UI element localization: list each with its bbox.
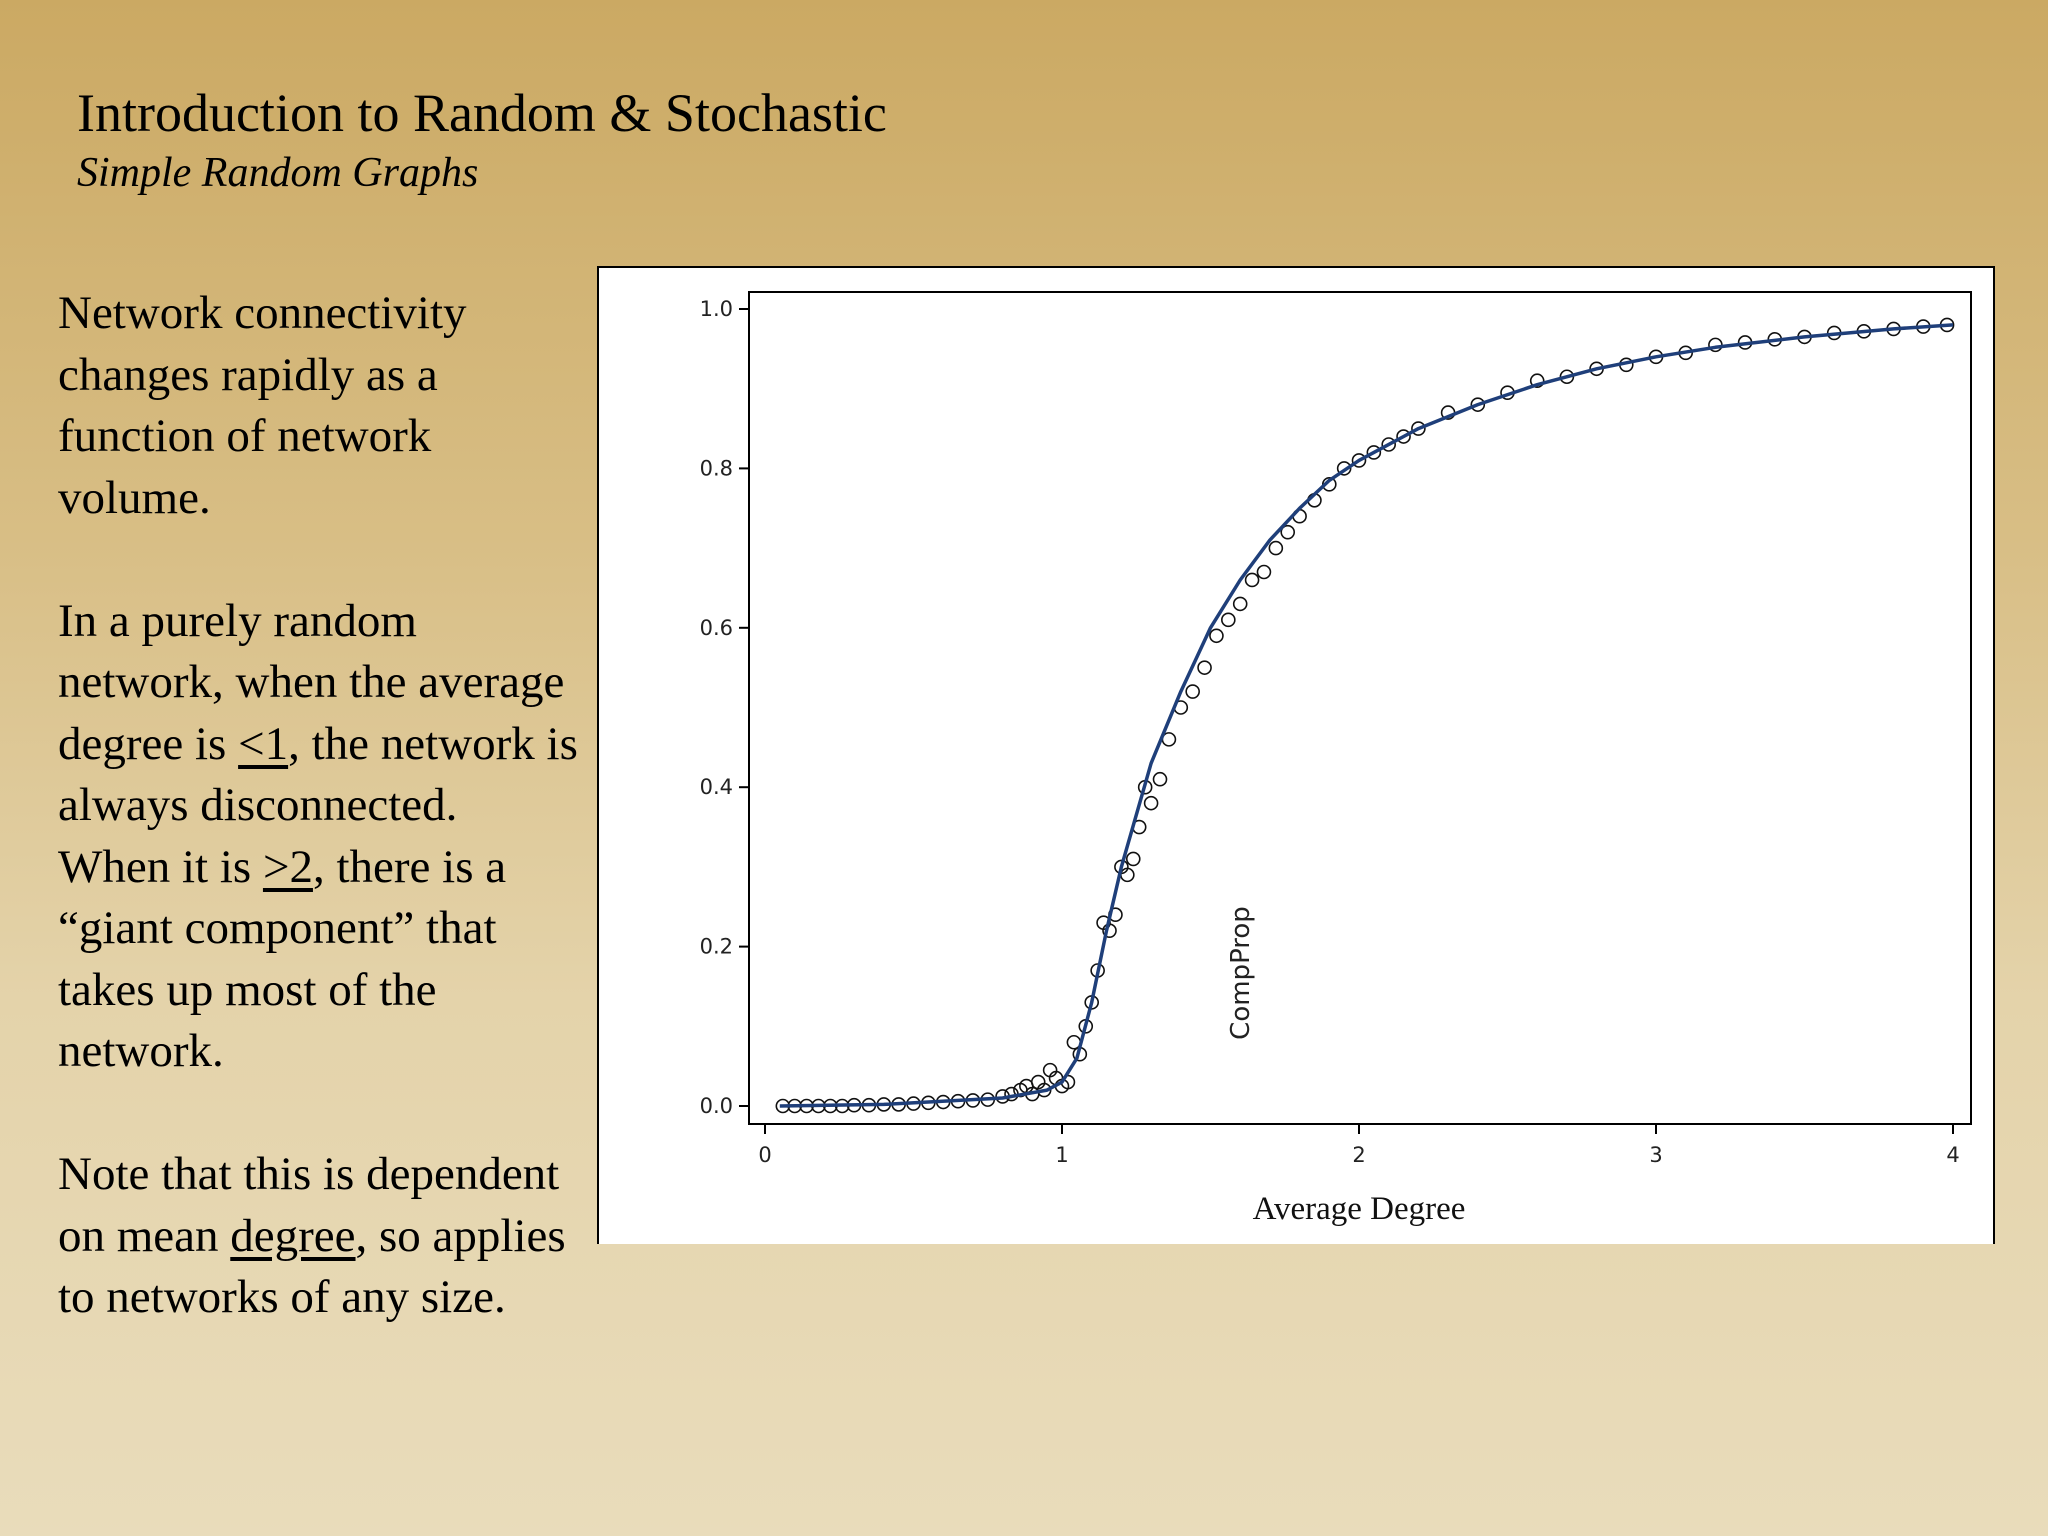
p2-text-a: In a purely random network, when the average degree is xyxy=(58,594,565,770)
le1-value: <1 xyxy=(238,717,289,770)
x-tick-label: 3 xyxy=(1649,1143,1663,1167)
ge2-value: >2 xyxy=(262,840,313,893)
degree-word: degree xyxy=(230,1209,356,1262)
body-text xyxy=(58,283,578,1329)
paragraph-random-network xyxy=(58,591,578,1083)
x-tick-label: 0 xyxy=(758,1143,772,1167)
x-tick-label: 4 xyxy=(1946,1143,1960,1167)
x-axis-title: Average Degree xyxy=(1252,1191,1466,1227)
y-tick-label: 1.0 xyxy=(699,297,733,321)
chart-svg xyxy=(599,268,1997,1246)
paragraph-mean-degree xyxy=(58,1144,578,1329)
chart-panel xyxy=(597,266,1995,1244)
p2-text-c: , there is a “giant component” that takes up most of the network. xyxy=(58,840,507,1077)
plot-frame xyxy=(749,292,1971,1124)
y-tick-label: 0.8 xyxy=(699,456,733,481)
chart-marks xyxy=(700,292,1971,1167)
y-axis-title: CompProp xyxy=(1226,906,1256,1040)
paragraph-connectivity: Network connectivity changes rapidly as a function of network volume. xyxy=(58,287,467,524)
slide-title: Introduction to Random & Stochastic xyxy=(77,83,887,143)
x-tick-label: 1 xyxy=(1055,1143,1069,1167)
x-tick-label: 2 xyxy=(1352,1143,1366,1167)
p3-text-a: Note that this is dependent on mean xyxy=(58,1148,560,1262)
p2-text-b: , the network is always disconnected. When it is xyxy=(58,717,578,893)
y-tick-label: 0.6 xyxy=(699,615,733,640)
p3-text-b: , so applies to networks of any size. xyxy=(58,1209,566,1323)
y-tick-label: 0.2 xyxy=(699,934,733,959)
y-tick-label: 0.0 xyxy=(699,1094,733,1118)
y-tick-label: 0.4 xyxy=(699,775,733,800)
slide-subtitle: Simple Random Graphs xyxy=(77,150,479,196)
